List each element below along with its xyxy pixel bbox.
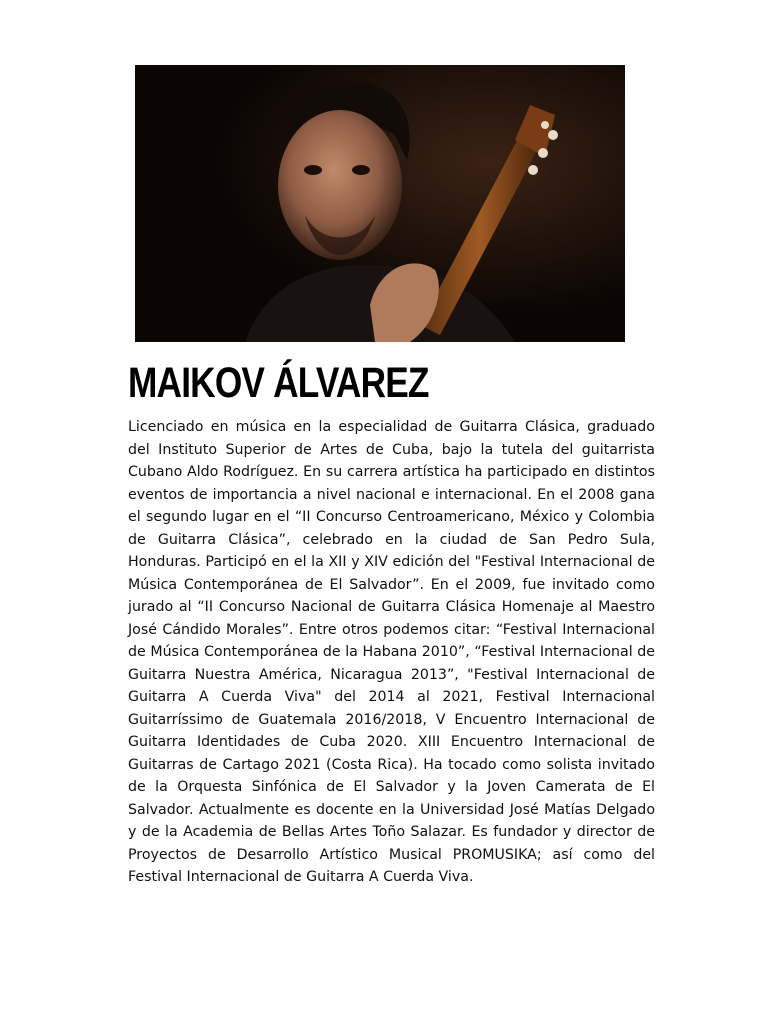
biography-paragraph: Licenciado en música en la especialidad de Guitarra Clásica, graduado del Instituto Superior de Artes de Cuba, bajo la tutela del guitarrista Cubano Aldo Rodríguez. En su carrera artística ha participado en distintos eventos de importancia a nivel nacional e internacional. En el 2008 gana el segundo lugar en el “II Concurso Centroamericano, México y Colombia de Guitarra Clásica”, celebrado en la ciudad de San Pedro Sula, Honduras. Participó en el la XII y XIV edición del "Festival Internacional de Música Contemporánea de El Salvador”. En el 2009, fue invitado como jurado al “II Concurso Nacional de Guitarra Clásica Homenaje al Maestro José Cándido Morales”. Entre otros podemos citar: “Festival Internacional de Música Contemporánea de la Habana 2010”, “Festival Internacional de Guitarra Nuestra América, Nicaragua 2013”, "Festival Internacional de Guitarra A Cuerda Viva" del 2014 al 2021, Festival Internacional Guitarríssimo de Guatemala 2016/2018, V Encuentro Internacional de Guitarra Identidades de Cuba 2020. XIII Encuentro Internacional de Guitarras de Cartago 2021 (Costa Rica). Ha tocado como solista invitado de la Orquesta Sinfónica de El Salvador y la Joven Camerata de El Salvador. Actualmente es docente en la Universidad José Matías Delgado y de la Academia de Bellas Artes Toño Salazar. Es fundador y director de Proyectos de Desarrollo Artístico Musical PROMUSIKA; así como del Festival Internacional de Guitarra A Cuerda Viva. bbox=[128, 419, 655, 885]
guitarist-portrait-photo bbox=[135, 65, 625, 342]
person-name-heading: MAIKOV ÁLVAREZ bbox=[128, 359, 429, 407]
